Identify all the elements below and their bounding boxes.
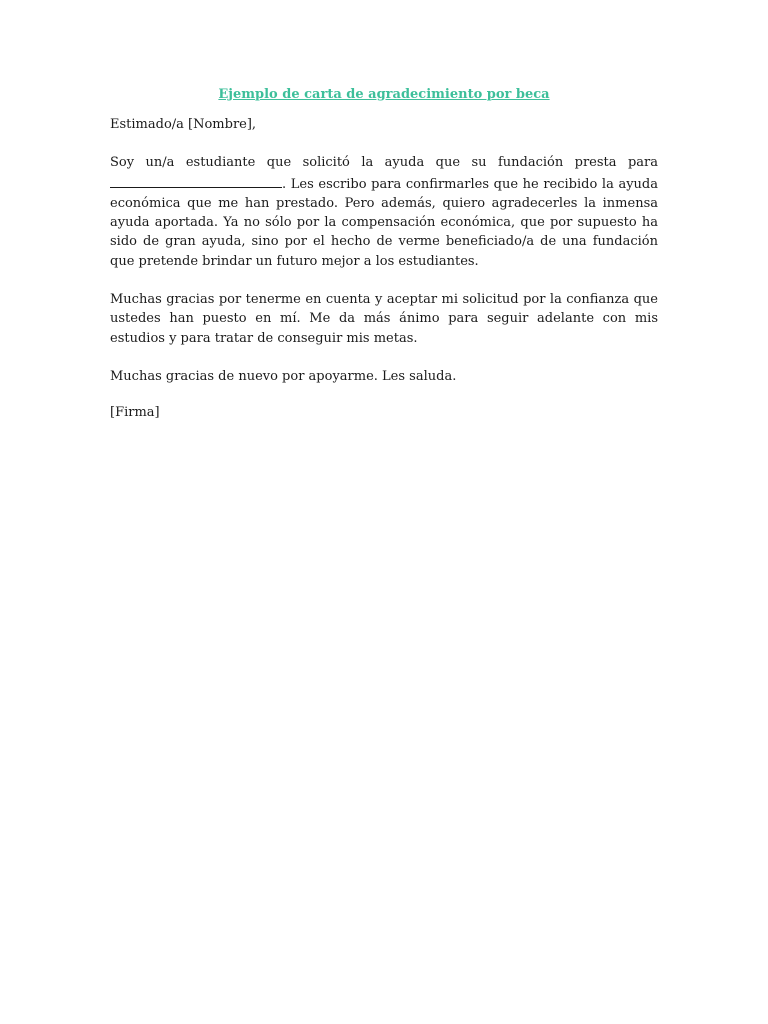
paragraph-1-intro: Soy un/a estudiante que solicitó la ayuda que su fundación presta para [110,155,658,171]
paragraph-1-rest: . Les escribo para confirmarles que he recibido la ayuda económica que me han prestado. Pero además, quiero agradecerles la inmensa ayuda aportada. Ya no sólo por la compensación económica, que por supuesto ha sido de gran ayuda, sino por el hecho de verme beneficiado/a de una fundación que pretende brindar un futuro mejor a los estudiantes. [110,176,658,269]
letter-signature: [Firma] [110,405,160,421]
letter-body [110,86,658,423]
letter-greeting: Estimado/a [Nombre], [110,117,257,132]
letter-paragraph-2: Muchas gracias por tenerme en cuenta y aceptar mi solicitud por la confianza que ustedes han puesto en mí. Me da más ánimo para seguir adelante con mis estudios y para tratar de conseguir mis metas. [110,292,658,346]
fill-in-blank-line [110,173,282,188]
letter-paragraph-1 [110,153,658,271]
letter-title: Ejemplo de carta de agradecimiento por beca [218,87,550,102]
letter-paragraph-3: Muchas gracias de nuevo por apoyarme. Les saluda. [110,368,457,384]
